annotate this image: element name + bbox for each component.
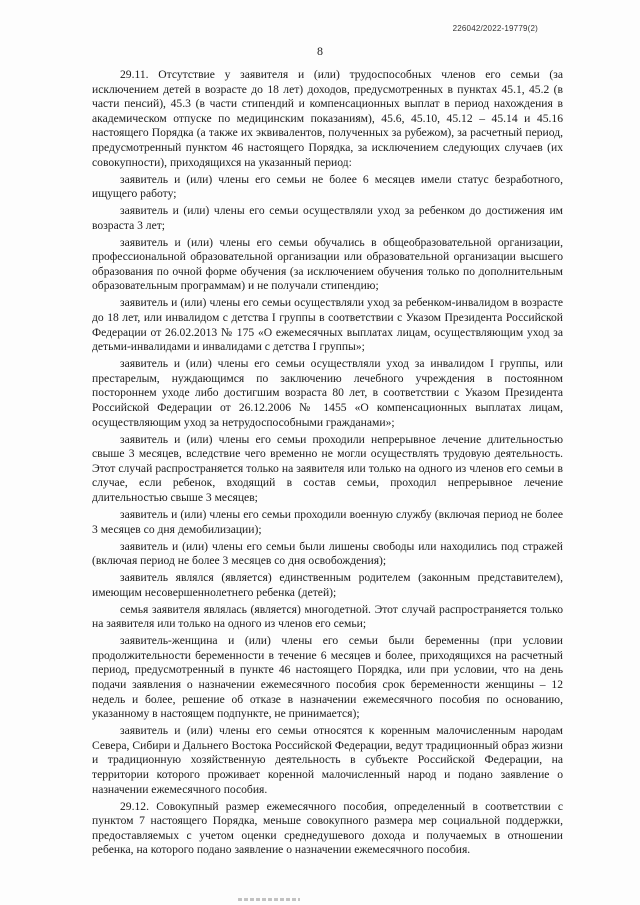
list-item: заявитель и (или) члены его семьи проходили военную службу (включая период не более 3 месяцев со дня демобилизации); (92, 507, 563, 536)
scan-footer-artifact (238, 898, 300, 901)
list-item: заявитель и (или) члены его семьи обучались в общеобразовательной организации, профессиональной образовательной организации или образовательной организации высшего образования по очной форме обучения (за исключением обучения только по дополнительным образовательным программам) и не получали стипендию; (92, 235, 563, 293)
list-item: семья заявителя являлась (является) многодетной. Этот случай распространяется только на заявителя или только на одного из членов его семьи; (92, 602, 563, 631)
paragraph-29-11: 29.11. Отсутствие у заявителя и (или) трудоспособных членов его семьи (за исключением детей в возрасте до 18 лет) доходов, предусмотренных в пунктах 45.1, 45.2 (в части пенсий), 45.3 (в части стипендий и компенсационных выплат в период нахождения в академическом отпуске по медицинским показаниям), 45.6, 45.10, 45.12 – 45.14 и 45.16 настоящего Порядка (а также их эквивалентов, полученных за рубежом), за расчетный период, предусмотренный пунктом 46 настоящего Порядка, за исключением следующих случаев (их совокупности), приходящихся на указанный период: (92, 68, 563, 169)
document-body (92, 68, 563, 860)
list-item: заявитель и (или) члены его семьи не более 6 месяцев имели статус безработного, ищущего работу; (92, 172, 563, 201)
paragraph-29-12: 29.12. Совокупный размер ежемесячного пособия, определенный в соответствии с пунктом 7 настоящего Порядка, меньше совокупного размера мер социальной поддержки, предоставляемых с учетом оценки среднедушевого дохода и получаемых в отношении ребенка, на которого подано заявление о назначении ежемесячного пособия. (92, 799, 563, 857)
page-number: 8 (317, 44, 323, 58)
list-item: заявитель и (или) члены его семьи осуществляли уход за ребенком-инвалидом в возрасте до 18 лет, или инвалидом с детства I группы в соответствии с Указом Президента Российской Федерации от 26.02.2013 № 175 «О ежемесячных выплатах лицам, осуществляющим уход за детьми-инвалидами и инвалидами с детства I группы»; (92, 296, 563, 354)
list-item: заявитель и (или) члены его семьи относятся к коренным малочисленным народам Севера, Сибири и Дальнего Востока Российской Федерации, ведут традиционный образ жизни и традиционную хозяйственную деятельность в субъекте Российской Федерации, на территории которого проживает коренной малочисленный народ и подано заявление о назначении ежемесячного пособия. (92, 724, 563, 796)
list-item: заявитель являлся (является) единственным родителем (законным представителем), имеющим несовершеннолетнего ребенка (детей); (92, 571, 563, 599)
document-registration-number: 226042/2022-19779(2) (452, 24, 538, 33)
list-item: заявитель-женщина и (или) члены его семьи были беременны (при условии продолжительности беременности в течение 6 месяцев и более, приходящихся на расчетный период, предусмотренный в пункте 46 настоящего Порядка, или при условии, что на день подачи заявления о назначении ежемесячного пособия срок беременности женщины – 12 недель и более, решение об отказе в назначении ежемесячного пособия по основанию, указанному в настоящем подпункте, не принимается); (92, 634, 563, 721)
list-item: заявитель и (или) члены его семьи осуществляли уход за ребенком до достижения им возраста 3 лет; (92, 204, 563, 232)
list-item: заявитель и (или) члены его семьи были лишены свободы или находились под стражей (включая период не более 3 месяцев со дня освобождения); (92, 539, 563, 568)
list-item: заявитель и (или) члены его семьи осуществляли уход за инвалидом I группы, или престарелым, нуждающимся по заключению лечебного учреждения в постоянном постороннем уходе либо достигшим возраста 80 лет, в соответствии с Указом Президента Российской Федерации от 26.12.2006 № 1455 «О компенсационных выплатах лицам, осуществляющим уход за нетрудоспособными гражданами»; (92, 357, 563, 429)
list-item: заявитель и (или) члены его семьи проходили непрерывное лечение длительностью свыше 3 месяцев, вследствие чего временно не могли осуществлять трудовую деятельность. Этот случай распространяется только на заявителя или только на одного из членов его семьи в случае, если ребенок, входящий в состав семьи, проходил непрерывное лечение длительностью свыше 3 месяцев; (92, 432, 563, 504)
